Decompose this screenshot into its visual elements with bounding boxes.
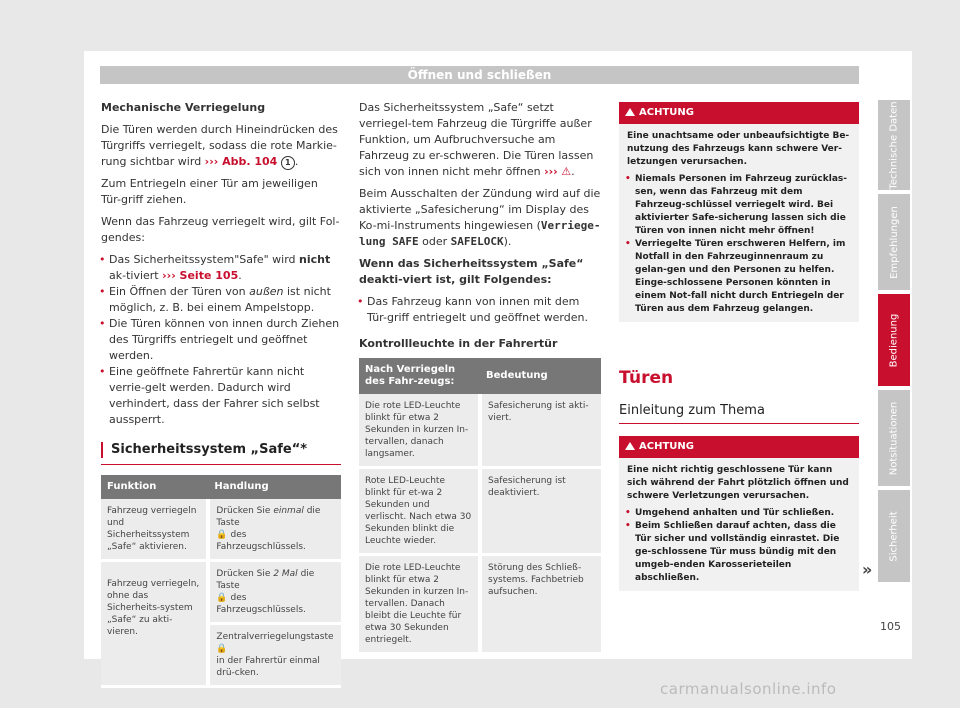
figure-link[interactable]: ››› Abb. 104 — [204, 155, 278, 168]
divider — [101, 464, 341, 465]
warning-body — [619, 124, 859, 322]
warning-link[interactable]: ››› — [544, 165, 558, 178]
table-cell: Rote LED-Leuchte blinkt für et-wa 2 Sekunden und verlischt. Nach etwa 30 Sekunden blinkt die Leuchte wieder. — [359, 468, 480, 555]
tab-label: Notsituationen — [888, 401, 900, 475]
text: einmal — [273, 506, 304, 516]
warning-header — [619, 102, 859, 124]
table-row — [359, 468, 601, 555]
table-row — [359, 555, 601, 654]
text: 2 Mal — [273, 569, 298, 579]
tab-label: Technische Daten — [888, 100, 900, 190]
list-item: • Das Sicherheitssystem"Safe" wird nicht ak-tiviert ››› Seite 105. — [101, 252, 341, 284]
page-link[interactable]: ››› Seite 105 — [162, 269, 239, 282]
table-cell — [208, 561, 341, 687]
warning-title: ACHTUNG — [639, 441, 694, 452]
text: Drücken Sie — [216, 569, 271, 579]
tab-bedienung[interactable] — [878, 294, 910, 386]
page-title: Öffnen und schließen — [100, 66, 859, 84]
display-text: Verriege-lung SAFE — [359, 219, 601, 248]
table-row — [101, 499, 341, 561]
list-item: • Umgehend anhalten und Tür schließen. — [627, 507, 851, 520]
list-item: • Eine geöffnete Fahrertür kann nicht verrie-gelt werden. Dadurch wird verhindert, dass der Fahrer sich selbst aussperrt. — [101, 364, 341, 428]
text: des Fahrzeugschlüssels. — [216, 530, 306, 552]
tab-label: Empfehlungen — [888, 205, 900, 279]
list-item — [101, 284, 341, 316]
paragraph: Das Sicherheitssystem „Safe“ setzt verriegel-tem Fahrzeug die Türgriffe außer Funktion, um Aufbruchversuche am Fahrzeug zu er-schweren. Die Türen lassen sich von innen nicht mehr öffnen ››› ⚠. — [359, 101, 594, 178]
page-number: 105 — [880, 620, 901, 633]
list-item: • Verriegelte Türen erschweren Helfern, im Notfall in den Fahrzeuginnenraum zu gelan-gen und den Personen zu helfen. Einge-schlossene Personen könnten in einem Not-fall nicht durch Entriegeln der Türen aus dem Fahrzeug gelangen. — [627, 238, 851, 316]
tab-notsituationen[interactable] — [878, 390, 910, 486]
column-1 — [101, 100, 341, 688]
column-2 — [359, 100, 601, 655]
cell-part — [210, 562, 341, 625]
text: ist nicht möglich, z. B. bei einem Ampelstopp. — [109, 285, 331, 314]
lock-icon: 🔒 — [216, 530, 228, 540]
warning-icon: ⚠ — [561, 165, 572, 178]
lock-icon: 🔒 — [216, 593, 228, 603]
warning-icon — [625, 442, 635, 450]
warning-text: Eine unachtsame oder unbeaufsichtigte Be-nutzung des Fahrzeugs kann schwere Ver-letzungen verursachen. — [627, 131, 850, 167]
text: Zentralverriegelungstaste — [216, 632, 334, 642]
text: die Taste — [216, 506, 321, 528]
table-cell: Fahrzeug verriegeln, ohne das Sicherheits-system „Safe“ zu akti-vieren. — [101, 561, 208, 687]
paragraph: Zum Entriegeln einer Tür am jeweiligen Tür-griff ziehen. — [101, 177, 318, 206]
function-table — [101, 475, 341, 688]
lock-icon: 🔒 — [216, 644, 228, 654]
list-item: • Niemals Personen im Fahrzeug zurücklas-sen, wenn das Fahrzeug mit dem Fahrzeug-schlüssel verriegelt wird. Bei aktivierter Safe-sicherung lassen sich die Türen von innen nicht mehr öffnen! — [627, 173, 851, 238]
text: Beim Ausschalten der Zündung wird auf die aktivierte „Safesicherung“ im Display des Ko-mi-Instruments hingewiesen ( — [359, 187, 601, 232]
continue-icon: » — [862, 560, 873, 579]
text: des Fahrzeugschlüssels. — [216, 593, 306, 615]
warning-box — [619, 102, 859, 322]
callout-number: 1 — [281, 156, 295, 170]
warning-body — [619, 458, 859, 591]
text: die Taste — [216, 569, 315, 591]
table-header: Funktion — [101, 475, 208, 499]
heading-mechanical: Mechanische Verriegelung — [101, 101, 266, 114]
text: ). — [503, 235, 512, 248]
table-cell: Safesicherung ist akti-viert. — [480, 394, 601, 468]
table-header: Handlung — [208, 475, 341, 499]
list-item: • Das Fahrzeug kann von innen mit dem Tür-griff entriegelt und geöffnet werden. — [359, 294, 601, 326]
text: nicht — [299, 253, 331, 266]
watermark: carmanualsonline.info — [660, 680, 837, 698]
paragraph — [359, 186, 601, 250]
display-text: SAFELOCK — [450, 235, 504, 248]
divider — [619, 423, 859, 424]
table-cell — [208, 499, 341, 561]
list-item: • Beim Schließen darauf achten, dass die Tür sicher und vollständig einrastet. Die ge-schlossene Tür muss bündig mit den umgeb-enden Karosserieteilen abschließen. — [627, 520, 851, 585]
section-title: Türen — [619, 368, 674, 388]
table-cell: Fahrzeug verriegeln und Sicherheitssystem „Safe“ aktivieren. — [101, 499, 208, 561]
warning-header — [619, 436, 859, 458]
section-subtitle: Einleitung zum Thema — [619, 403, 765, 418]
tab-empfehlungen[interactable] — [878, 194, 910, 290]
text: Das Sicherheitssystem"Safe" wird — [109, 253, 296, 266]
tab-sicherheit[interactable] — [878, 490, 910, 582]
table-header: Nach Verriegeln des Fahr-zeugs: — [359, 358, 480, 394]
text: ak-tiviert — [109, 269, 159, 282]
subheading: Kontrollleuchte in der Fahrertür — [359, 337, 558, 350]
text: Drücken Sie — [216, 506, 271, 516]
text: außen — [249, 285, 284, 298]
section-heading: Sicherheitssystem „Safe“* — [101, 442, 341, 458]
warning-text: Eine nicht richtig geschlossene Tür kann sich während der Fahrt plötzlich öffnen und schwere Verletzungen verursachen. — [627, 465, 849, 501]
table-cell: Die rote LED-Leuchte blinkt für etwa 2 Sekunden in kurzen In-tervallen. Danach bleibt die Leuchte für etwa 30 Sekunden entriegelt. — [359, 555, 480, 654]
tab-label: Sicherheit — [888, 510, 900, 562]
table-cell: Safesicherung ist deaktiviert. — [480, 468, 601, 555]
warning-box — [619, 436, 859, 591]
text: Das Sicherheitssystem „Safe“ setzt verriegel-tem Fahrzeug die Türgriffe außer Funktion, um Aufbruchversuche am Fahrzeug zu er-schweren. Die Türen lassen sich von innen nicht mehr öffnen — [359, 101, 594, 178]
paragraph: Die Türen werden durch Hineindrücken des Türgriffs verriegelt, sodass die rote Markie-rung sichtbar wird ››› Abb. 104 1 . — [101, 123, 338, 168]
text: Die Türen werden durch Hineindrücken des Türgriffs verriegelt, sodass die rote Markie-rung sichtbar wird — [101, 123, 338, 168]
table-row — [101, 561, 341, 687]
indicator-table — [359, 358, 601, 655]
text: in der Fahrertür einmal drü-cken. — [216, 656, 320, 678]
text: Ein Öffnen der Türen von — [109, 285, 246, 298]
subheading: Wenn das Sicherheitssystem „Safe“ deakti-viert ist, gilt Folgendes: — [359, 257, 584, 286]
table-header: Bedeutung — [480, 358, 601, 394]
tab-label: Bedienung — [888, 313, 900, 367]
text: oder — [422, 235, 448, 248]
warning-icon — [625, 108, 635, 116]
table-cell: Die rote LED-Leuchte blinkt für etwa 2 Sekunden in kurzen In-tervallen, danach langsamer. — [359, 394, 480, 468]
tab-technische-daten[interactable] — [878, 100, 910, 190]
table-row — [359, 394, 601, 468]
cell-part — [210, 625, 341, 685]
list-item: • Die Türen können von innen durch Ziehen des Türgriffs entriegelt und geöffnet werden. — [101, 316, 341, 364]
table-cell: Störung des Schließ-systems. Fachbetrieb aufsuchen. — [480, 555, 601, 654]
paragraph: Wenn das Fahrzeug verriegelt wird, gilt Fol-gendes: — [101, 215, 340, 244]
warning-title: ACHTUNG — [639, 107, 694, 118]
